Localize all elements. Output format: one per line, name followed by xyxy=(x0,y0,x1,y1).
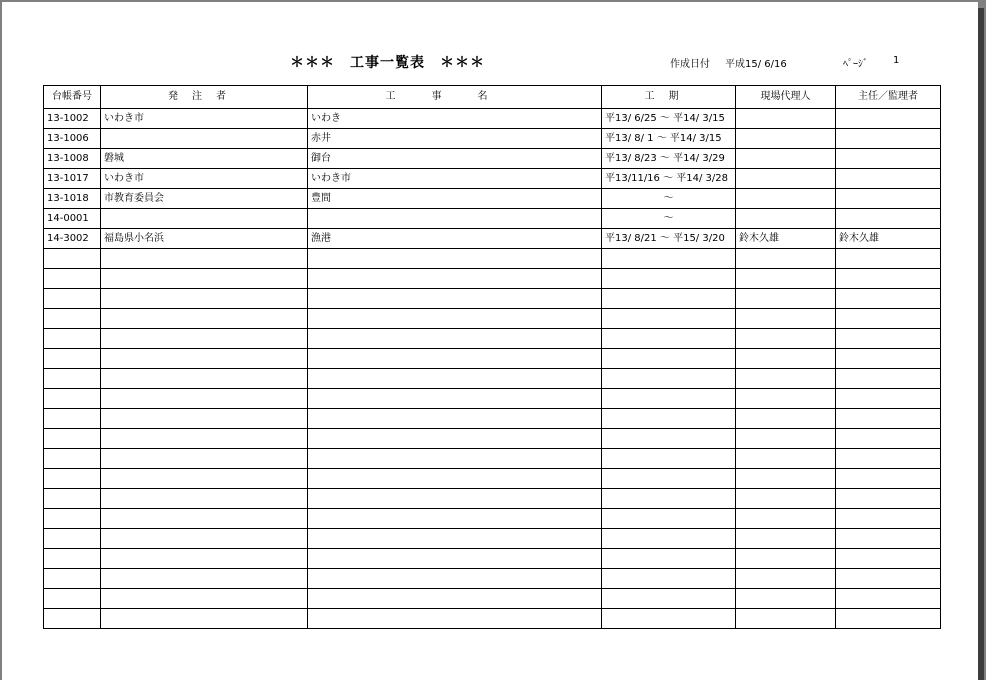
cell-site-agent xyxy=(736,209,836,229)
cell-period: 平13/ 6/25 ～ 平14/ 3/15 xyxy=(602,109,736,129)
empty-cell xyxy=(44,509,101,529)
empty-table-row xyxy=(44,409,941,429)
header-client: 発注者 xyxy=(101,86,308,109)
empty-cell xyxy=(44,349,101,369)
empty-cell xyxy=(101,349,308,369)
cell-supervisor xyxy=(836,189,941,209)
empty-cell xyxy=(101,289,308,309)
empty-cell xyxy=(308,509,602,529)
table-row xyxy=(44,149,941,169)
empty-cell xyxy=(308,449,602,469)
empty-cell xyxy=(736,269,836,289)
page-label: ﾍﾟｰｼﾞ xyxy=(843,59,868,70)
cell-client: 福島県小名浜 xyxy=(101,229,308,249)
empty-cell xyxy=(101,429,308,449)
empty-cell xyxy=(308,409,602,429)
empty-cell xyxy=(602,309,736,329)
empty-table-row xyxy=(44,329,941,349)
empty-table-row xyxy=(44,369,941,389)
empty-cell xyxy=(602,489,736,509)
empty-table-row xyxy=(44,269,941,289)
cell-ledger-no: 13-1017 xyxy=(44,169,101,189)
project-list-table xyxy=(43,85,941,629)
empty-table-row xyxy=(44,589,941,609)
empty-cell xyxy=(101,329,308,349)
table-row xyxy=(44,109,941,129)
empty-cell xyxy=(44,409,101,429)
empty-cell xyxy=(101,249,308,269)
empty-table-row xyxy=(44,569,941,589)
empty-cell xyxy=(101,309,308,329)
header-project-name: 工事名 xyxy=(308,86,602,109)
empty-cell xyxy=(44,569,101,589)
empty-cell xyxy=(44,529,101,549)
empty-table-row xyxy=(44,489,941,509)
empty-cell xyxy=(736,289,836,309)
cell-period: 平13/ 8/23 ～ 平14/ 3/29 xyxy=(602,149,736,169)
page-number: 1 xyxy=(893,55,900,66)
empty-cell xyxy=(602,609,736,629)
empty-cell xyxy=(836,409,941,429)
empty-cell xyxy=(44,609,101,629)
table-row xyxy=(44,129,941,149)
empty-cell xyxy=(736,249,836,269)
empty-cell xyxy=(44,449,101,469)
cell-project-name: 漁港 xyxy=(308,229,602,249)
table-row xyxy=(44,169,941,189)
empty-cell xyxy=(101,469,308,489)
empty-cell xyxy=(44,249,101,269)
empty-cell xyxy=(308,249,602,269)
empty-cell xyxy=(736,569,836,589)
cell-site-agent xyxy=(736,129,836,149)
empty-cell xyxy=(308,589,602,609)
cell-client: いわき市 xyxy=(101,169,308,189)
empty-table-row xyxy=(44,609,941,629)
empty-cell xyxy=(308,369,602,389)
cell-client: いわき市 xyxy=(101,109,308,129)
empty-cell xyxy=(308,389,602,409)
cell-period: 平13/ 8/ 1 ～ 平14/ 3/15 xyxy=(602,129,736,149)
empty-cell xyxy=(736,529,836,549)
cell-client xyxy=(101,129,308,149)
page-shadow xyxy=(978,8,984,680)
empty-cell xyxy=(836,569,941,589)
empty-cell xyxy=(101,609,308,629)
empty-cell xyxy=(736,449,836,469)
empty-cell xyxy=(736,309,836,329)
cell-project-name: いわき xyxy=(308,109,602,129)
cell-site-agent xyxy=(736,149,836,169)
empty-table-row xyxy=(44,289,941,309)
empty-cell xyxy=(308,269,602,289)
cell-site-agent xyxy=(736,189,836,209)
header-period: 工期 xyxy=(602,86,736,109)
empty-cell xyxy=(308,309,602,329)
empty-cell xyxy=(836,249,941,269)
cell-supervisor: 鈴木久雄 xyxy=(836,229,941,249)
table-row xyxy=(44,189,941,209)
empty-cell xyxy=(602,589,736,609)
empty-cell xyxy=(836,429,941,449)
empty-cell xyxy=(736,369,836,389)
cell-supervisor xyxy=(836,129,941,149)
empty-cell xyxy=(602,449,736,469)
empty-cell xyxy=(101,269,308,289)
empty-cell xyxy=(44,549,101,569)
empty-cell xyxy=(736,549,836,569)
cell-period: ～ xyxy=(602,189,736,209)
empty-cell xyxy=(836,269,941,289)
empty-cell xyxy=(308,609,602,629)
empty-cell xyxy=(44,309,101,329)
report-page xyxy=(2,2,978,680)
created-label: 作成日付 xyxy=(670,59,710,70)
empty-cell xyxy=(602,289,736,309)
cell-project-name xyxy=(308,209,602,229)
empty-cell xyxy=(101,509,308,529)
cell-supervisor xyxy=(836,169,941,189)
empty-table-row xyxy=(44,549,941,569)
empty-table-row xyxy=(44,349,941,369)
empty-table-row xyxy=(44,529,941,549)
cell-supervisor xyxy=(836,209,941,229)
empty-cell xyxy=(736,469,836,489)
empty-table-row xyxy=(44,309,941,329)
empty-cell xyxy=(308,569,602,589)
empty-cell xyxy=(308,529,602,549)
empty-cell xyxy=(836,529,941,549)
empty-cell xyxy=(836,309,941,329)
empty-cell xyxy=(44,429,101,449)
empty-cell xyxy=(44,269,101,289)
empty-cell xyxy=(836,549,941,569)
empty-cell xyxy=(602,409,736,429)
empty-cell xyxy=(44,489,101,509)
empty-cell xyxy=(836,349,941,369)
empty-cell xyxy=(736,429,836,449)
empty-cell xyxy=(736,489,836,509)
cell-ledger-no: 13-1018 xyxy=(44,189,101,209)
empty-cell xyxy=(602,369,736,389)
empty-cell xyxy=(736,349,836,369)
empty-cell xyxy=(736,589,836,609)
empty-cell xyxy=(308,489,602,509)
cell-supervisor xyxy=(836,149,941,169)
table-row xyxy=(44,229,941,249)
cell-site-agent: 鈴木久雄 xyxy=(736,229,836,249)
empty-table-row xyxy=(44,249,941,269)
empty-cell xyxy=(308,289,602,309)
header-site-agent: 現場代理人 xyxy=(736,86,836,109)
empty-cell xyxy=(602,509,736,529)
cell-supervisor xyxy=(836,109,941,129)
empty-cell xyxy=(101,549,308,569)
empty-cell xyxy=(308,429,602,449)
cell-ledger-no: 13-1002 xyxy=(44,109,101,129)
empty-cell xyxy=(736,609,836,629)
cell-project-name: 豊間 xyxy=(308,189,602,209)
empty-cell xyxy=(44,469,101,489)
created-date: 平成15/ 6/16 xyxy=(725,59,787,70)
cell-site-agent xyxy=(736,169,836,189)
empty-cell xyxy=(736,329,836,349)
cell-client: 市教育委員会 xyxy=(101,189,308,209)
empty-table-row xyxy=(44,509,941,529)
cell-client: 磐城 xyxy=(101,149,308,169)
empty-cell xyxy=(101,589,308,609)
empty-cell xyxy=(602,529,736,549)
empty-cell xyxy=(101,569,308,589)
empty-cell xyxy=(736,509,836,529)
cell-project-name: 赤井 xyxy=(308,129,602,149)
empty-cell xyxy=(836,609,941,629)
cell-ledger-no: 13-1006 xyxy=(44,129,101,149)
empty-cell xyxy=(308,469,602,489)
header-ledger-no: 台帳番号 xyxy=(44,86,101,109)
empty-cell xyxy=(836,369,941,389)
cell-period: 平13/ 8/21 ～ 平15/ 3/20 xyxy=(602,229,736,249)
empty-cell xyxy=(836,589,941,609)
empty-cell xyxy=(602,269,736,289)
table-body xyxy=(44,109,941,629)
empty-table-row xyxy=(44,449,941,469)
report-title: ＊＊＊ 工事一覧表 ＊＊＊ xyxy=(290,55,485,71)
cell-project-name: いわき市 xyxy=(308,169,602,189)
empty-cell xyxy=(602,549,736,569)
empty-cell xyxy=(308,329,602,349)
cell-site-agent xyxy=(736,109,836,129)
empty-cell xyxy=(602,469,736,489)
empty-cell xyxy=(602,429,736,449)
empty-cell xyxy=(602,349,736,369)
empty-cell xyxy=(836,469,941,489)
empty-cell xyxy=(736,389,836,409)
empty-cell xyxy=(44,369,101,389)
empty-cell xyxy=(44,329,101,349)
cell-ledger-no: 13-1008 xyxy=(44,149,101,169)
header-supervisor: 主任／監理者 xyxy=(836,86,941,109)
empty-cell xyxy=(602,389,736,409)
empty-cell xyxy=(836,389,941,409)
empty-cell xyxy=(836,509,941,529)
empty-cell xyxy=(836,449,941,469)
empty-cell xyxy=(602,569,736,589)
empty-cell xyxy=(44,389,101,409)
empty-table-row xyxy=(44,469,941,489)
empty-cell xyxy=(101,529,308,549)
table-header-row xyxy=(44,86,941,109)
empty-cell xyxy=(44,589,101,609)
cell-client xyxy=(101,209,308,229)
empty-cell xyxy=(836,329,941,349)
empty-cell xyxy=(602,329,736,349)
table-row xyxy=(44,209,941,229)
empty-cell xyxy=(101,449,308,469)
cell-ledger-no: 14-0001 xyxy=(44,209,101,229)
empty-cell xyxy=(308,349,602,369)
empty-cell xyxy=(736,409,836,429)
empty-cell xyxy=(836,289,941,309)
cell-period: 平13/11/16 ～ 平14/ 3/28 xyxy=(602,169,736,189)
empty-cell xyxy=(602,249,736,269)
empty-cell xyxy=(101,369,308,389)
empty-cell xyxy=(44,289,101,309)
empty-cell xyxy=(836,489,941,509)
empty-cell xyxy=(308,549,602,569)
empty-cell xyxy=(101,489,308,509)
cell-period: ～ xyxy=(602,209,736,229)
cell-project-name: 御台 xyxy=(308,149,602,169)
empty-cell xyxy=(101,409,308,429)
empty-cell xyxy=(101,389,308,409)
empty-table-row xyxy=(44,429,941,449)
cell-ledger-no: 14-3002 xyxy=(44,229,101,249)
empty-table-row xyxy=(44,389,941,409)
